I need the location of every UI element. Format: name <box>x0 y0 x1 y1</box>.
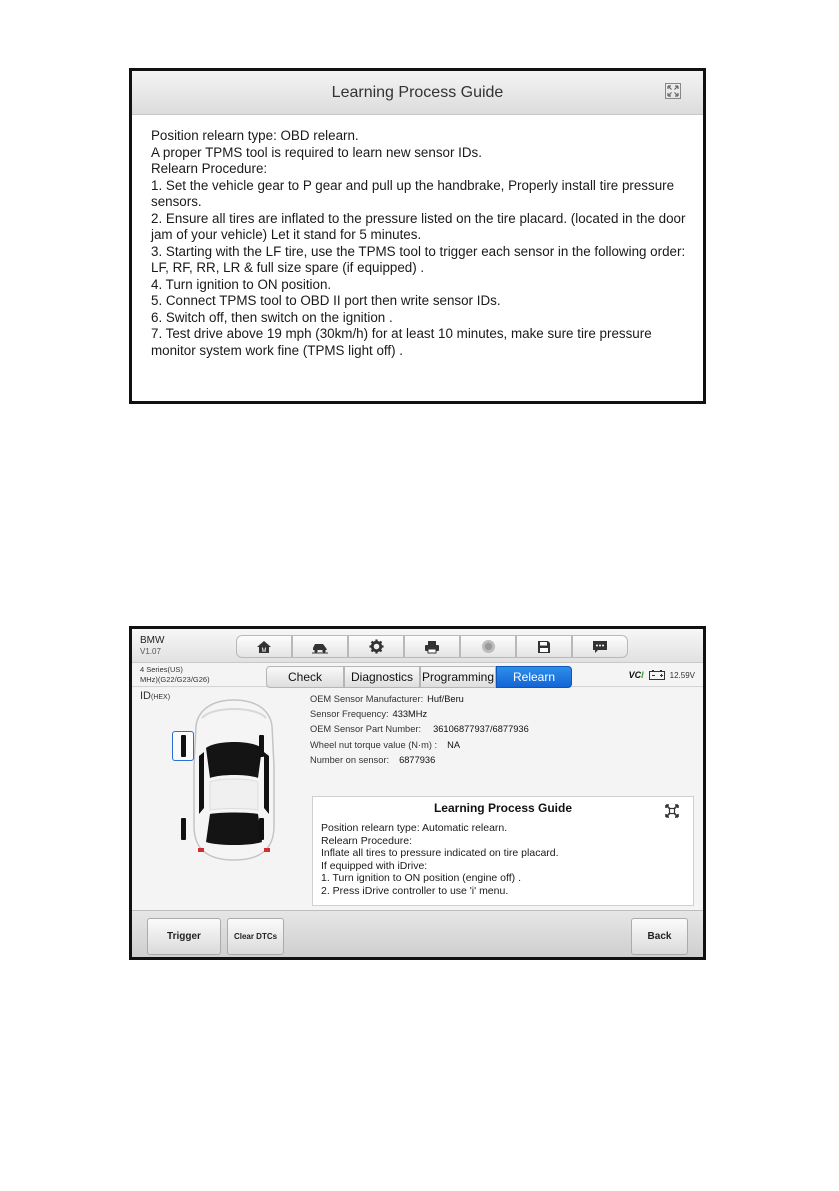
guide-line: 1. Turn ignition to ON position (engine off) . <box>321 872 522 884</box>
guide-line: 1. Set the vehicle gear to P gear and pull up the handbrake, Properly install tire pressure sensors. <box>151 177 675 209</box>
record-icon <box>481 639 496 654</box>
guide-line: Position relearn type: OBD relearn. <box>151 128 359 143</box>
bottom-bar <box>132 910 703 957</box>
vehicle-lift-icon <box>311 640 329 654</box>
tpms-relearn-screen <box>129 626 706 960</box>
dialog-body <box>132 115 687 359</box>
print-button[interactable] <box>404 635 460 658</box>
info-label: Wheel nut torque value (N·m) : <box>310 739 438 750</box>
guide-line: 3. Starting with the LF tire, use the TPMS tool to trigger each sensor in the following order: LF, RF, RR, LR & full size spare (if equipped) . <box>151 243 686 275</box>
sensor-lf[interactable] <box>172 731 194 761</box>
info-sensor-number <box>310 753 529 768</box>
message-button[interactable] <box>572 635 628 658</box>
id-hex-suffix: (HEX) <box>151 694 171 701</box>
tab-row <box>132 663 703 687</box>
vehicle-button[interactable] <box>292 635 348 658</box>
svg-text:M: M <box>261 647 267 654</box>
guide-line: 2. Press iDrive controller to use 'i' menu. <box>321 884 509 897</box>
id-text: ID <box>140 690 151 702</box>
sensor-rr-icon <box>259 818 264 840</box>
info-part-number <box>310 722 529 737</box>
toolbar <box>236 635 628 659</box>
guide-title: Learning Process Guide <box>433 801 573 815</box>
info-label: OEM Sensor Part Number: <box>310 724 422 735</box>
info-torque <box>310 738 529 753</box>
guide-line: 7. Test drive above 19 mph (30km/h) for at least 10 minutes, make sure tire pressure monitor system work fine (TPMS light off) . <box>151 326 652 358</box>
home-icon <box>256 640 272 654</box>
info-label: OEM Sensor Manufacturer: <box>310 694 424 704</box>
guide-line: Relearn Procedure: <box>151 161 268 176</box>
voltage-readout: 12.59V <box>669 670 695 680</box>
id-label <box>140 690 170 702</box>
info-value: NA <box>447 739 461 750</box>
print-icon <box>424 640 440 654</box>
status-area <box>629 670 695 680</box>
info-frequency <box>310 707 529 722</box>
sensor-lr[interactable] <box>172 814 194 844</box>
learning-guide-panel <box>312 796 694 906</box>
tab-diagnostics[interactable]: Diagnostics <box>344 666 420 688</box>
learning-guide-dialog <box>129 68 706 404</box>
dialog-header <box>132 71 703 115</box>
sensor-lr-icon <box>181 818 186 840</box>
message-icon <box>592 640 608 654</box>
guide-line: 5. Connect TPMS tool to OBD II port then write sensor IDs. <box>151 293 501 308</box>
sensor-rf-icon <box>259 735 264 757</box>
tab-relearn[interactable]: Relearn <box>496 666 572 688</box>
tab-check[interactable]: Check <box>266 666 344 688</box>
save-button[interactable] <box>516 635 572 658</box>
trigger-button[interactable]: Trigger <box>147 918 221 955</box>
tab-programming[interactable]: Programming <box>420 666 496 688</box>
guide-line: 2. Ensure all tires are inflated to the pressure listed on the tire placard. (located in the door jam of your vehicle) Let it stand for 5 minutes. <box>151 210 686 242</box>
app-make: BMW <box>140 635 165 646</box>
guide-line: Relearn Procedure: <box>321 834 413 847</box>
guide-line: 4. Turn ignition to ON position. <box>151 276 332 292</box>
info-value: 433MHz <box>392 709 428 720</box>
expand-icon[interactable] <box>664 803 680 819</box>
info-label: Sensor Frequency: <box>310 709 389 720</box>
app-version: V1.07 <box>140 647 161 656</box>
record-button[interactable] <box>460 635 516 658</box>
dialog-title: Learning Process Guide <box>331 84 504 101</box>
top-bar <box>132 629 703 663</box>
guide-body <box>313 815 693 897</box>
vehicle-model <box>140 665 210 685</box>
battery-icon <box>649 670 665 680</box>
settings-button[interactable] <box>348 635 404 658</box>
expand-icon[interactable] <box>665 83 681 99</box>
save-icon <box>537 640 551 654</box>
guide-line: A proper TPMS tool is required to learn new sensor IDs. <box>151 144 482 160</box>
relearn-content <box>132 688 703 910</box>
info-value: 36106877937/6877936 <box>433 724 529 735</box>
info-value: 6877936 <box>399 754 436 765</box>
vehicle-frequency: MHz)(G22/G23/G26) <box>140 675 210 684</box>
sensor-rf[interactable] <box>250 731 272 761</box>
home-button[interactable] <box>236 635 292 658</box>
sensor-rr[interactable] <box>250 814 272 844</box>
guide-line: Position relearn type: Automatic relearn. <box>321 822 508 834</box>
sensor-info <box>310 692 529 768</box>
sensor-lf-icon <box>181 735 186 757</box>
clear-dtcs-button[interactable]: Clear DTCs <box>227 918 284 955</box>
function-tabs <box>266 666 572 688</box>
vci-status-icon: VCI <box>628 670 644 680</box>
back-button[interactable]: Back <box>631 918 688 955</box>
guide-line: Inflate all tires to pressure indicated on tire placard. <box>321 847 559 859</box>
info-value: Huf/Beru <box>427 694 464 704</box>
vehicle-series: 4 Series(US) <box>140 665 183 674</box>
info-label: Number on sensor: <box>310 754 390 765</box>
guide-line: If equipped with iDrive: <box>321 859 428 872</box>
settings-icon <box>369 639 384 654</box>
info-manufacturer <box>310 692 529 707</box>
guide-line: 6. Switch off, then switch on the ignition . <box>151 309 393 325</box>
